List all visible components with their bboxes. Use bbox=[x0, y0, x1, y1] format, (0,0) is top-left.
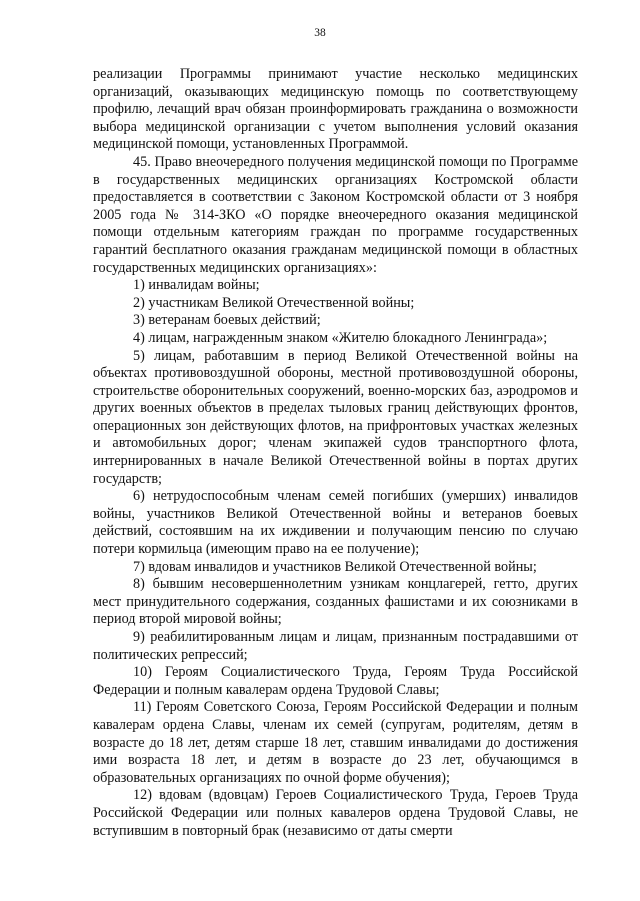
list-item-11: 11) Героям Советского Союза, Героям Российской Федерации и полным кавалерам ордена Славы, членам их семей (супругам, родителям, детям в возрасте до 18 лет, детям старше 18 лет, ставшим инвалидами до достижения ими возраста 18 лет, и детям в возрасте до 23 лет, обучающимся в образовательных организациях по очной форме обучения); bbox=[93, 699, 578, 786]
list-item-2: 2) участникам Великой Отечественной войны; bbox=[133, 294, 415, 311]
list-item-10: 10) Героям Социалистического Труда, Героям Труда Российской Федерации и полным кавалерам ордена Трудовой Славы; bbox=[93, 664, 578, 698]
paragraph-continuation: реализации Программы принимают участие несколько медицинских организаций, оказывающих медицинскую помощь по соответствующему профилю, лечащий врач обязан проинформировать гражданина о возможности выбора медицинской организации с учетом выполнения условий оказания медицинской помощи, установленных Программой. bbox=[93, 66, 578, 153]
list-item-4: 4) лицам, награжденным знаком «Жителю блокадного Ленинграда»; bbox=[133, 329, 548, 346]
list-item-1: 1) инвалидам войны; bbox=[133, 277, 260, 294]
list-item-9: 9) реабилитированным лицам и лицам, признанным пострадавшими от политических репрессий; bbox=[93, 629, 578, 663]
list-item-3: 3) ветеранам боевых действий; bbox=[133, 312, 321, 329]
list-item-6: 6) нетрудоспособным членам семей погибших (умерших) инвалидов войны, участников Великой Отечественной войны и ветеранов боевых действий, состоявшим на их иждивении и получающим пенсию по случаю потери кормильца (имеющим право на ее получение); bbox=[93, 488, 578, 558]
paragraph-item-45: 45. Право внеочередного получения медицинской помощи по Программе в государственных медицинских организациях Костромской области предоставляется в соответствии с Законом Костромской области от 3 ноября 2005 года № 314-ЗКО «О порядке внеочередного оказания медицинской помощи отдельным категориям граждан по программе государственных гарантий бесплатного оказания гражданам медицинской помощи в областных государственных медицинских организациях»: bbox=[93, 153, 578, 276]
document-body bbox=[93, 66, 578, 840]
list-item-5: 5) лицам, работавшим в период Великой Отечественной войны на объектах противовоздушной обороны, местной противовоздушной обороны, строительстве оборонительных сооружений, военно-морских баз, аэродромов и других военных объектов в пределах тыловых границ действующих фронтов, операционных зон действующих флотов, на прифронтовых участках железных и автомобильных дорог; членам экипажей судов транспортного флота, интернированных в начале Великой Отечественной войны в портах других государств; bbox=[93, 347, 578, 487]
list-item-7: 7) вдовам инвалидов и участников Великой Отечественной войны; bbox=[133, 558, 537, 575]
page-number: 38 bbox=[314, 27, 326, 39]
list-item-12: 12) вдовам (вдовцам) Героев Социалистического Труда, Героев Труда Российской Федерации или полных кавалеров ордена Трудовой Славы, не вступившим в повторный брак (независимо от даты смерти bbox=[93, 787, 578, 839]
list-item-8: 8) бывшим несовершеннолетним узникам концлагерей, гетто, других мест принудительного содержания, созданных фашистами и их союзниками в период второй мировой войны; bbox=[93, 576, 578, 628]
